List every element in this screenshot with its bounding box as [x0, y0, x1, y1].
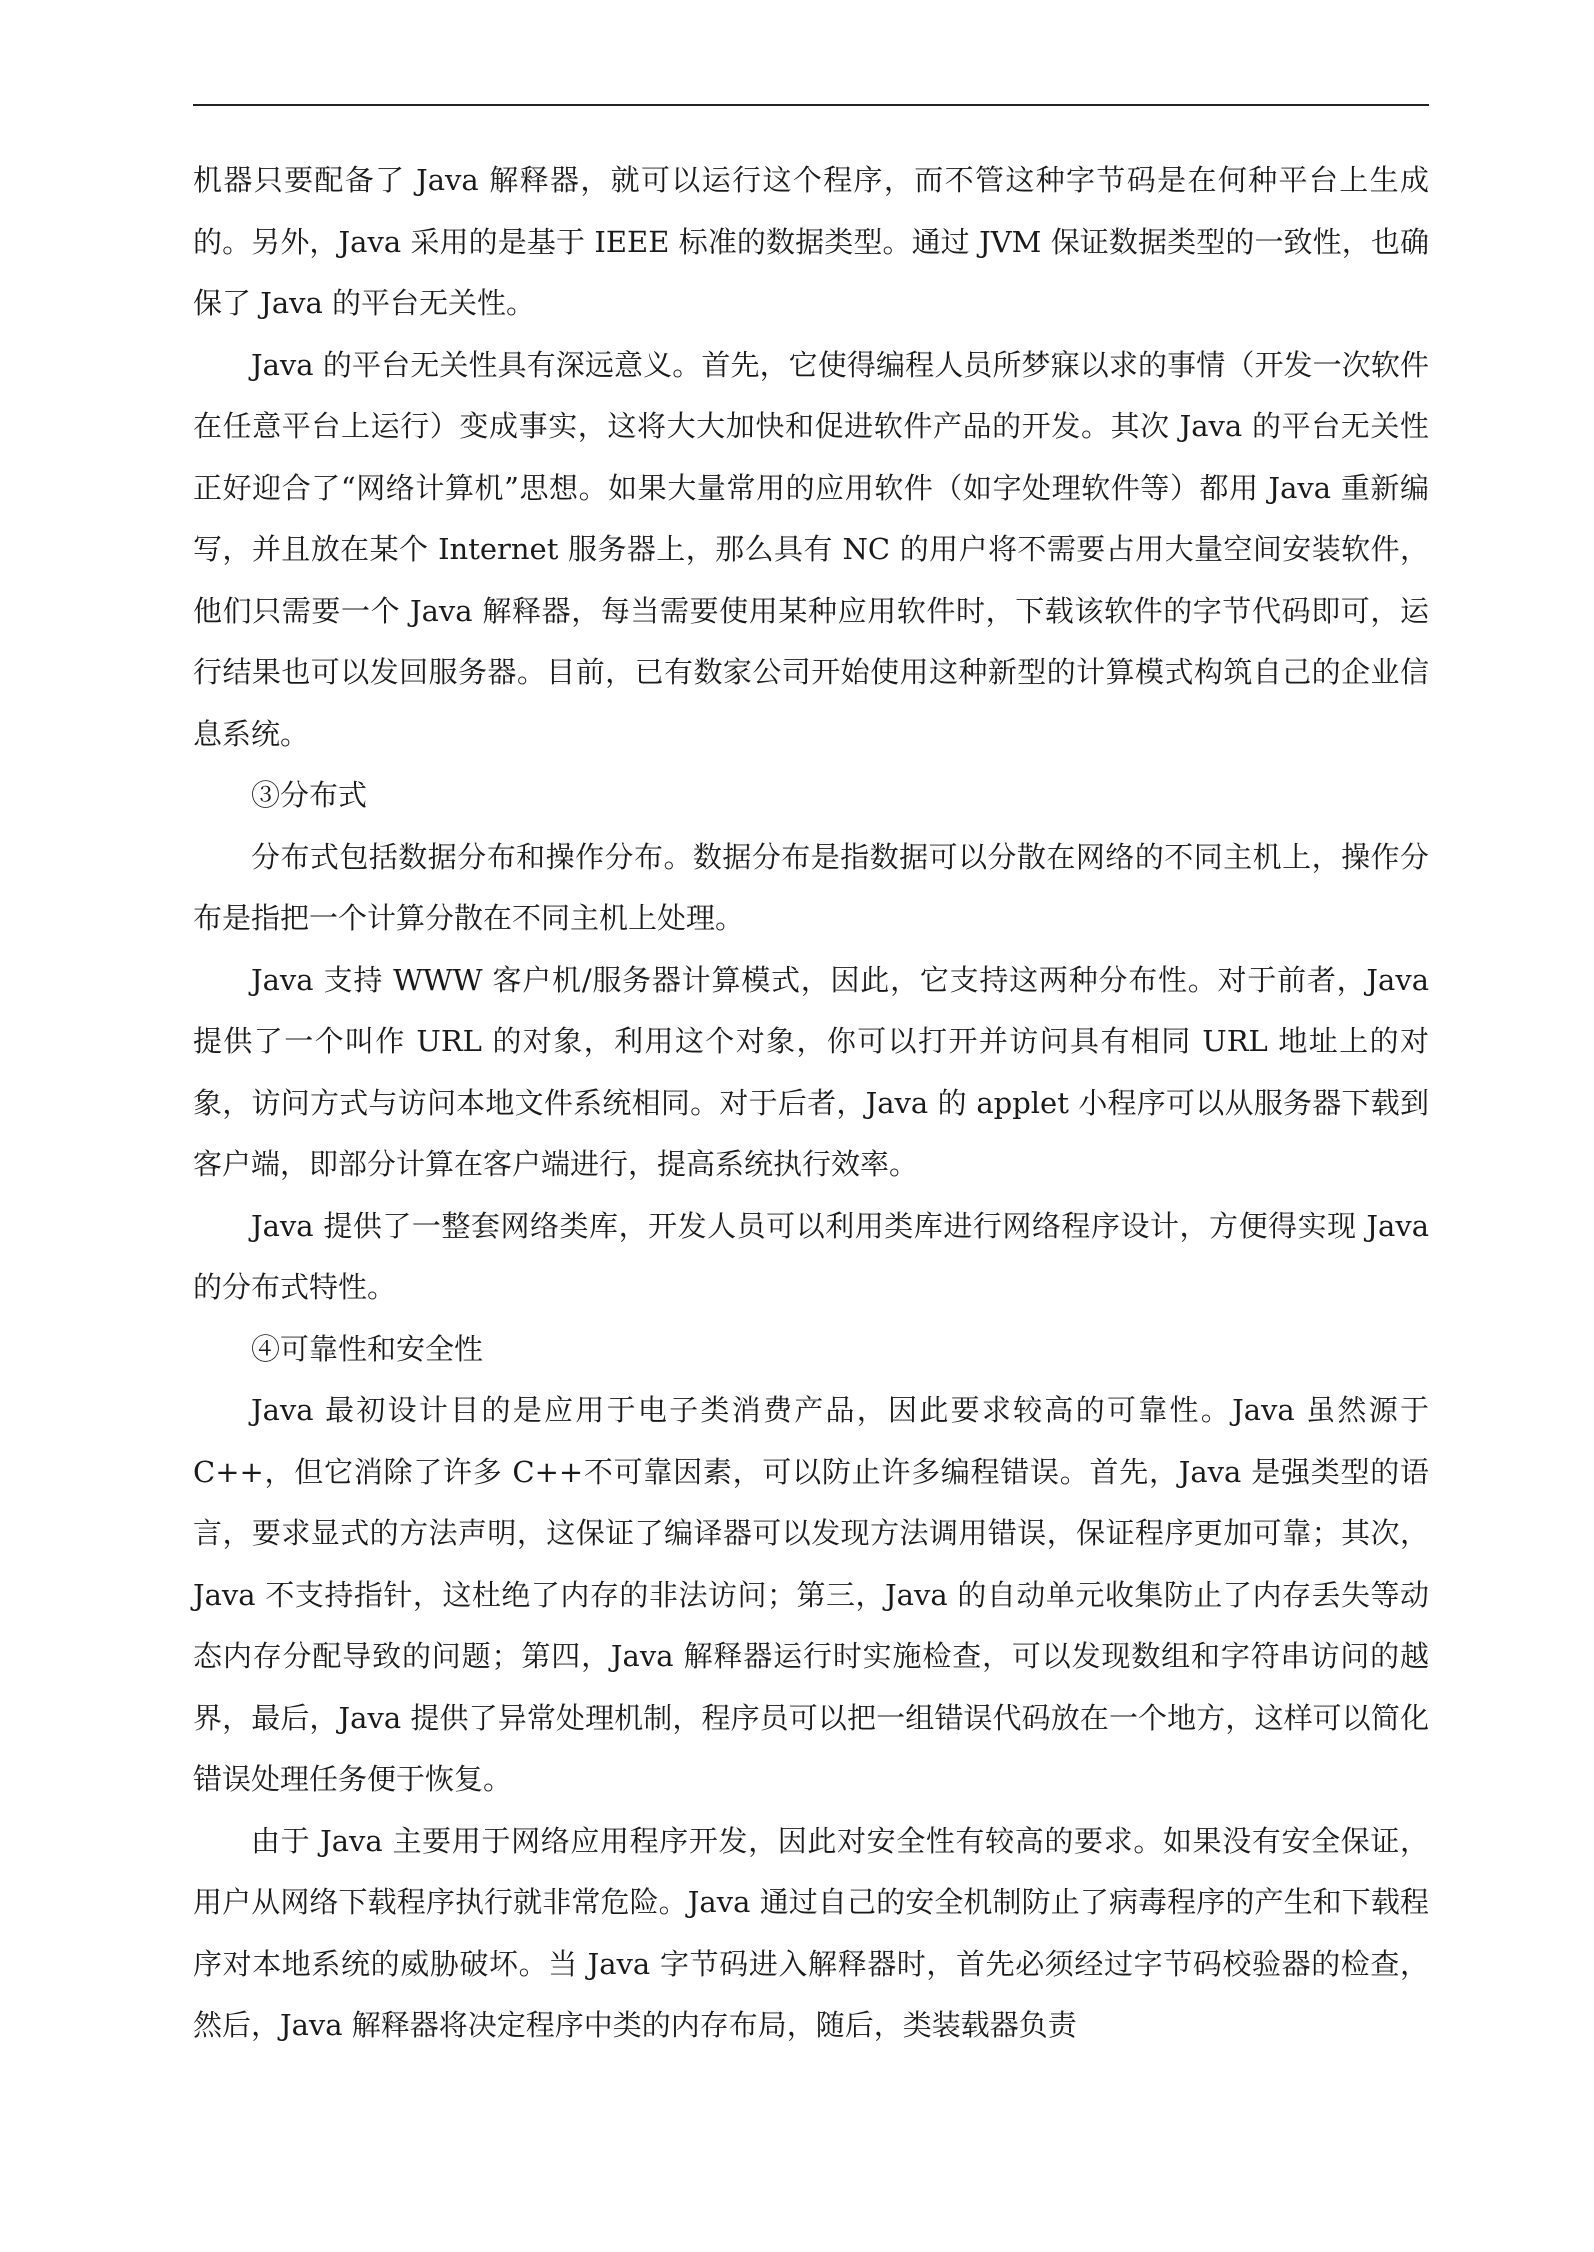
section-heading-distributed: ③分布式: [251, 778, 368, 812]
paragraph-distribution-definition: 分布式包括数据分布和操作分布。数据分布是指数据可以分散在网络的不同主机上，操作分布是指把一个计算分散在不同主机上处理。: [193, 839, 1429, 935]
document-body: [193, 150, 1429, 2057]
header-rule: [193, 104, 1429, 106]
paragraph-platform-independence: Java 的平台无关性具有深远意义。首先，它使得编程人员所梦寐以求的事情（开发一次软件在任意平台上运行）变成事实，这将大大加快和促进软件产品的开发。其次 Java 的平台无关性正好迎合了“网络计算机”思想。如果大量常用的应用软件（如字处理软件等）都用 Java 重新编写，并且放在某个 Internet 服务器上，那么具有 NC 的用户将不需要占用大量空间安装软件，他们只需要一个 Java 解释器，每当需要使用某种应用软件时，下载该软件的字节代码即可，运行结果也可以发回服务器。目前，已有数家公司开始使用这种新型的计算模式构筑自己的企业信息系统。: [193, 347, 1429, 751]
paragraph-www-client-server: Java 支持 WWW 客户机/服务器计算模式，因此，它支持这两种分布性。对于前者，Java 提供了一个叫作 URL 的对象，利用这个对象，你可以打开并访问具有相同 URL 地址上的对象，访问方式与访问本地文件系统相同。对于后者，Java 的 applet 小程序可以从服务器下载到客户端，即部分计算在客户端进行，提高系统执行效率。: [193, 962, 1429, 1181]
paragraph-network-library: Java 提供了一整套网络类库，开发人员可以利用类库进行网络程序设计，方便得实现 Java 的分布式特性。: [193, 1208, 1429, 1304]
paragraph-continuation: 机器只要配备了 Java 解释器，就可以运行这个程序，而不管这种字节码是在何种平台上生成的。另外，Java 采用的是基于 IEEE 标准的数据类型。通过 JVM 保证数据类型的一致性，也确保了 Java 的平台无关性。: [193, 163, 1429, 320]
paragraph-security: 由于 Java 主要用于网络应用程序开发，因此对安全性有较高的要求。如果没有安全保证，用户从网络下载程序执行就非常危险。Java 通过自己的安全机制防止了病毒程序的产生和下载程序对本地系统的威胁破坏。当 Java 字节码进入解释器时，首先必须经过字节码校验器的检查，然后，Java 解释器将决定程序中类的内存布局，随后，类装载器负责: [193, 1823, 1429, 2042]
section-heading-reliability-security: ④可靠性和安全性: [251, 1331, 484, 1366]
paragraph-reliability: Java 最初设计目的是应用于电子类消费产品，因此要求较高的可靠性。Java 虽然源于 C++，但它消除了许多 C++不可靠因素，可以防止许多编程错误。首先，Java 是强类型的语言，要求显式的方法声明，这保证了编译器可以发现方法调用错误，保证程序更加可靠；其次，Java 不支持指针，这杜绝了内存的非法访问；第三，Java 的自动单元收集防止了内存丢失等动态内存分配导致的问题；第四，Java 解释器运行时实施检查，可以发现数组和字符串访问的越界，最后，Java 提供了异常处理机制，程序员可以把一组错误代码放在一个地方，这样可以简化错误处理任务便于恢复。: [193, 1393, 1429, 1796]
